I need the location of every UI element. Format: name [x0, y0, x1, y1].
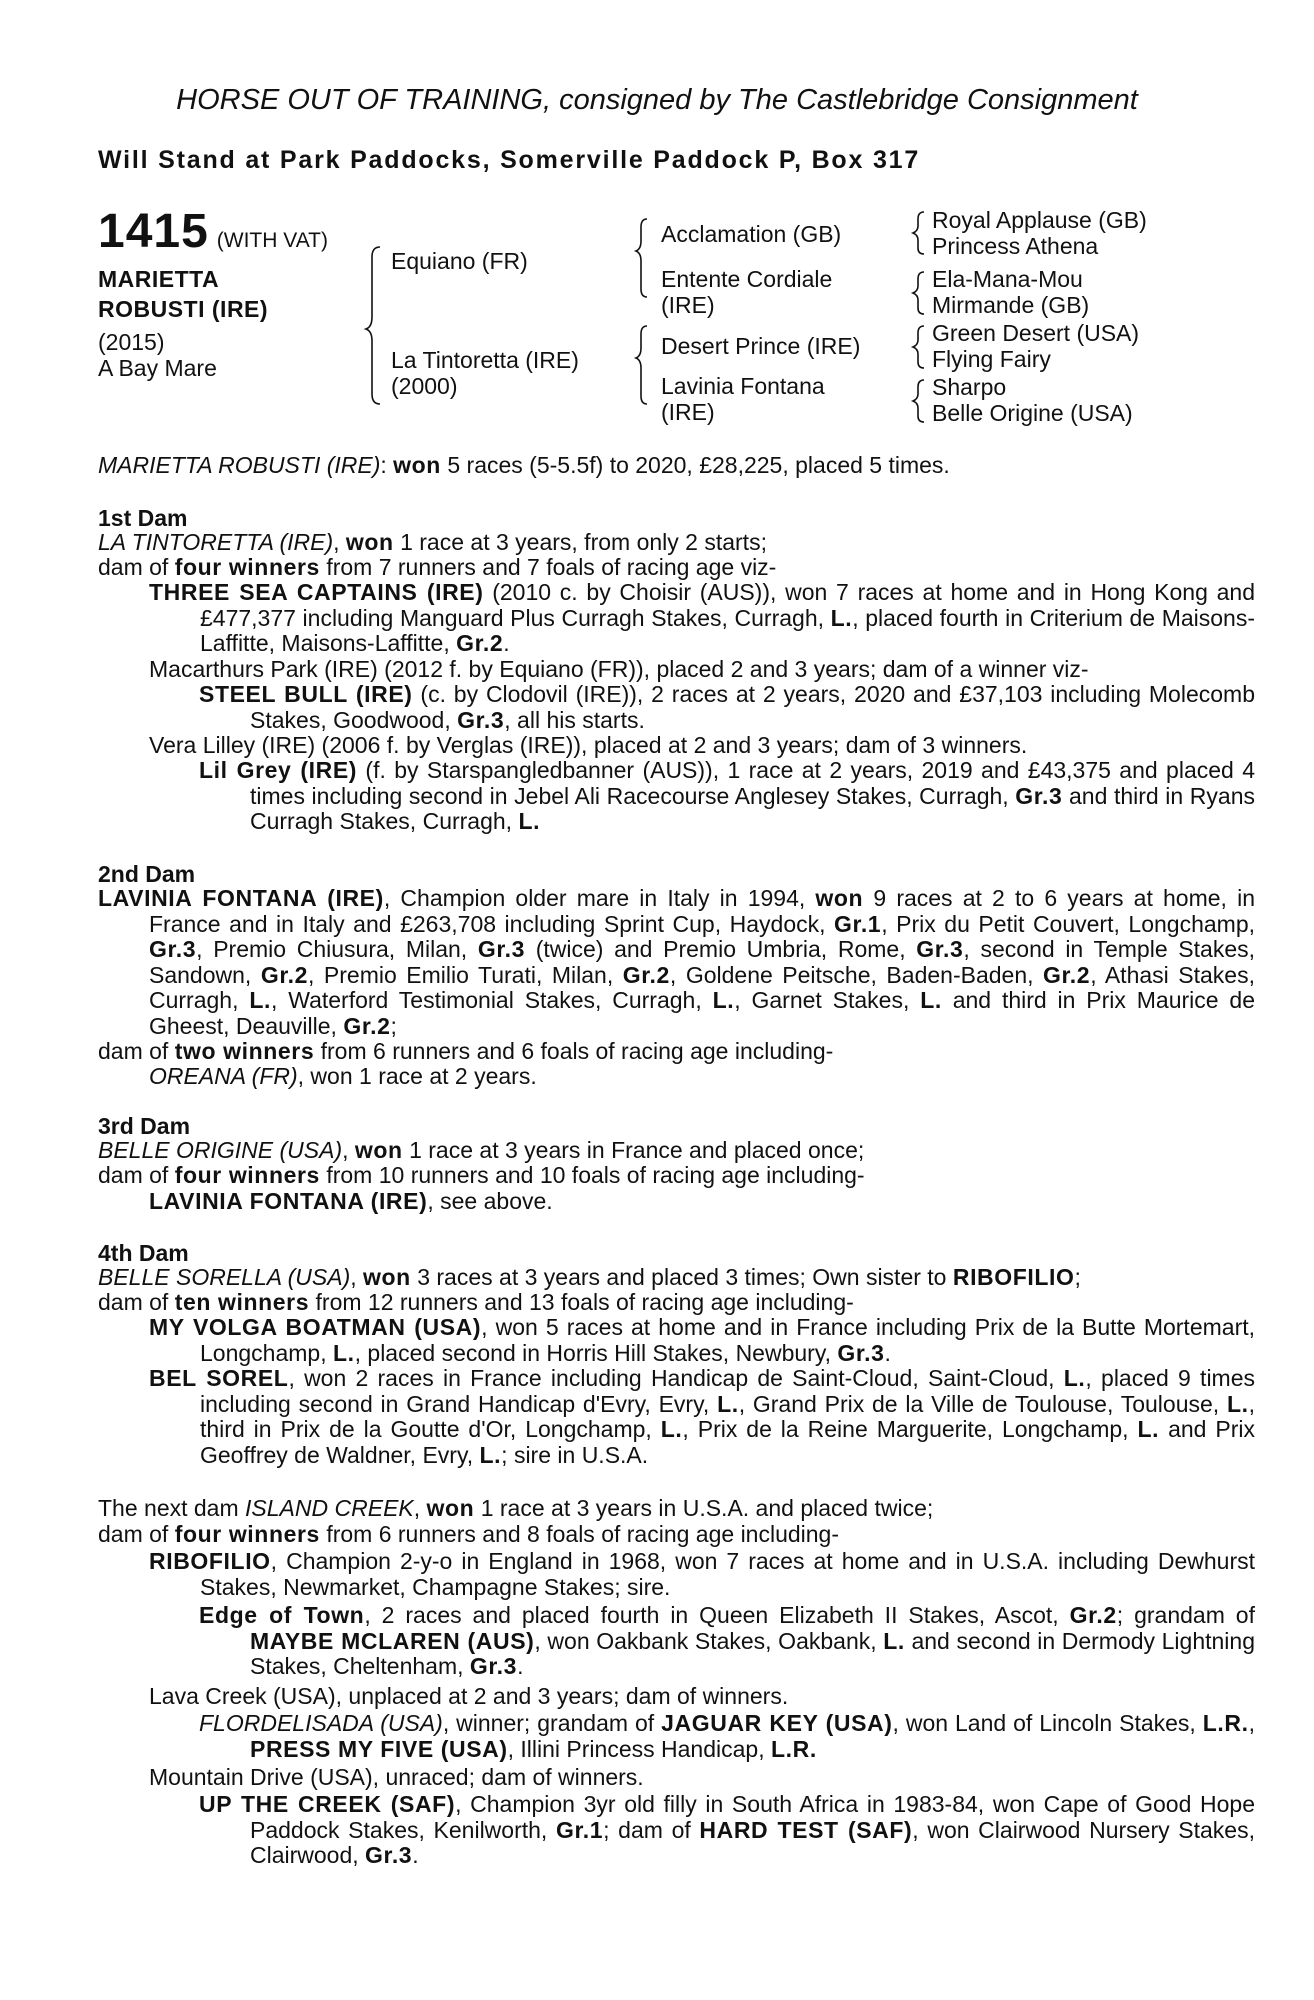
fourth-dam-heading: 4th Dam	[98, 1240, 189, 1266]
offspring-name: Edge of Town	[199, 1602, 365, 1628]
record-text: ;	[1074, 1264, 1081, 1290]
first-dam-name: LA TINTORETTA (IRE)	[98, 529, 334, 555]
next-dam-grand-offspring-2	[199, 1711, 1255, 1762]
sire: Equiano (FR)	[391, 248, 528, 274]
record-text: ,	[413, 1495, 427, 1521]
dss: Green Desert (USA)	[932, 320, 1140, 346]
listed-mark: L.	[712, 987, 735, 1013]
offspring-text: , won 1 race at 2 years.	[297, 1063, 537, 1089]
produce-count: ten winners	[174, 1289, 310, 1315]
lot-number: 1415	[98, 205, 209, 258]
sire-dam-country: (IRE)	[661, 292, 715, 318]
brace-4a	[913, 212, 924, 254]
produce-prefix: dam of	[98, 1162, 175, 1188]
record-text: , Premio Chiusura, Milan,	[196, 936, 478, 962]
fourth-dam-offspring-2	[149, 1366, 1255, 1468]
second-dam-produce	[98, 1039, 1204, 1065]
dam-year: (2000)	[391, 373, 458, 399]
produce-suffix: from 7 runners and 7 foals of racing age viz-	[319, 554, 777, 580]
ssd: Princess Athena	[932, 233, 1099, 259]
summary-name: MARIETTA ROBUSTI (IRE)	[98, 452, 381, 478]
produce-suffix: from 12 runners and 13 foals of racing age including-	[309, 1289, 854, 1315]
offspring-text: and third in Ryans Curragh Stakes, Curragh,	[250, 782, 1255, 834]
fourth-dam-offspring-1	[149, 1315, 1255, 1366]
brace-4b	[913, 272, 924, 314]
offspring-text: , won Clairwood Nursery Stakes, Clairwood,	[250, 1816, 1255, 1868]
third-dam-produce	[98, 1163, 1204, 1189]
second-dam-name: LAVINIA FONTANA (IRE)	[98, 885, 384, 911]
produce-prefix: dam of	[98, 1289, 175, 1315]
listed-mark: L.	[830, 604, 853, 631]
offspring-text: , won Land of Lincoln Stakes,	[892, 1710, 1203, 1736]
offspring-text: , see above.	[427, 1188, 553, 1214]
listed-mark: L.	[249, 987, 271, 1013]
sds: Ela-Mana-Mou	[932, 266, 1083, 292]
group-mark: Gr.3	[457, 706, 505, 733]
offspring-text: ; grandam of	[1116, 1602, 1255, 1628]
offspring-text: (f. by Starspangledbanner (AUS)), 1 race at 2 years, 2019 and £43,375 and placed 4 times including second in Jebel Ali Racecourse Anglesey Stakes, Curragh,	[250, 757, 1255, 809]
group-mark: Gr.3	[916, 936, 964, 962]
offspring-text: , placed 9 times including second in Grand Handicap d'Evry, Evry,	[200, 1365, 1256, 1417]
produce-suffix: from 6 runners and 6 foals of racing age including-	[314, 1038, 834, 1064]
summary-record: 5 races (5-5.5f) to 2020, £28,225, placed 5 times.	[440, 452, 950, 478]
first-dam-grand-offspring-1	[199, 682, 1255, 733]
group-mark: Gr.2	[1043, 961, 1091, 988]
listed-mark: L.	[332, 1339, 355, 1366]
sdd: Mirmande (GB)	[932, 292, 1090, 318]
won-mark: won	[426, 1495, 475, 1521]
record-text: , Goldene Peitsche, Baden-Baden,	[669, 961, 1044, 988]
third-dam-record: BELLE ORIGINE (USA), won 1 race at 3 years in France and placed once;	[98, 1137, 865, 1163]
listed-mark: L.	[479, 1441, 502, 1468]
offspring-name: MY VOLGA BOATMAN (USA)	[149, 1314, 482, 1340]
group-mark: Gr.3	[469, 1653, 518, 1679]
offspring-text: ; dam of	[603, 1816, 700, 1843]
produce-prefix: dam of	[98, 1038, 175, 1064]
next-dam-name: ISLAND CREEK	[245, 1495, 414, 1521]
sire-sire: Acclamation (GB)	[661, 221, 842, 247]
listed-mark: L.	[717, 1390, 739, 1417]
first-dam-produce	[98, 555, 1204, 581]
next-dam-offspring-2: Lava Creek (USA), unplaced at 2 and 3 years; dam of winners.	[149, 1683, 789, 1709]
third-dam-heading: 3rd Dam	[98, 1113, 191, 1139]
record-text: 1 race at 3 years in U.S.A. and placed twice;	[474, 1495, 934, 1521]
produce-count: four winners	[174, 554, 320, 580]
horse-year: (2015)	[98, 329, 165, 355]
second-dam-record	[98, 886, 1255, 1039]
offspring-text: , Illini Princess Handicap,	[507, 1735, 771, 1762]
offspring-text: ,	[1248, 1710, 1255, 1736]
record-text: 9 races at 2 to 6 years at home, in France and in Italy and £263,708 including Sprint Cup, Haydock,	[149, 885, 1255, 937]
dam-sire: Desert Prince (IRE)	[661, 333, 861, 359]
offspring-text: , winner; grandam of	[442, 1710, 662, 1736]
offspring-name: FLORDELISADA (USA)	[199, 1710, 443, 1736]
offspring-text: , placed fourth in Criterium de Maisons-Laffitte, Maisons-Laffitte,	[200, 604, 1256, 656]
dsd: Flying Fairy	[932, 346, 1051, 372]
offspring-text: , Champion 3yr old filly in South Africa in 1983-84, won Cape of Good Hope Paddock Stakes, Kenilworth,	[250, 1791, 1255, 1843]
record-text: , Garnet Stakes,	[734, 987, 921, 1013]
grand-offspring-name: PRESS MY FIVE (USA)	[250, 1735, 508, 1762]
record-text: , Prix du Petit Couvert, Longchamp,	[881, 910, 1256, 937]
offspring-text: .	[517, 1653, 524, 1679]
produce-suffix: from 10 runners and 10 foals of racing age including-	[319, 1162, 865, 1188]
first-dam-record: LA TINTORETTA (IRE), won 1 race at 3 years, from only 2 starts;	[98, 529, 767, 555]
listed-mark: L.	[660, 1416, 683, 1442]
sire-dam-brace	[366, 247, 380, 404]
won-mark: won	[354, 1137, 403, 1163]
offspring-name: THREE SEA CAPTAINS (IRE)	[149, 579, 484, 605]
dds: Sharpo	[932, 374, 1007, 400]
next-dam-grand-offspring-1	[199, 1603, 1255, 1680]
group-mark: Gr.1	[555, 1816, 604, 1843]
produce-count: four winners	[174, 1162, 320, 1188]
group-mark: Gr.3	[477, 936, 526, 962]
offspring-text: , third in Prix de la Goutte d'Or, Longchamp,	[200, 1390, 1255, 1442]
listed-mark: L.	[1226, 1390, 1249, 1417]
offspring-text: (2010 c. by Choisir (AUS)), won 7 races at home and in Hong Kong and £477,377 including Manguard Plus Curragh Stakes, Curragh,	[200, 579, 1255, 631]
produce-count: four winners	[174, 1521, 320, 1547]
fourth-dam-name: BELLE SORELLA (USA)	[98, 1264, 351, 1290]
group-mark: Gr.2	[622, 961, 670, 988]
offspring-text: , Champion 2-y-o in England in 1968, won 7 races at home and in U.S.A. including Dewhurst Stakes, Newmarket, Champagne Stakes; sire.	[200, 1548, 1255, 1600]
stand-location: Will Stand at Park Paddocks, Somerville Paddock P, Box 317	[98, 146, 921, 174]
next-dam-offspring-1	[149, 1549, 1255, 1600]
record-text: , Premio Emilio Turati, Milan,	[307, 961, 623, 988]
offspring-name: LAVINIA FONTANA (IRE)	[149, 1188, 428, 1214]
next-dam-record	[98, 1496, 1204, 1522]
group-mark: Gr.3	[149, 936, 197, 962]
third-dam-offspring-1	[149, 1189, 1204, 1215]
offspring-text: .	[884, 1339, 891, 1366]
won-mark: won	[815, 885, 864, 911]
summary-won: won	[393, 452, 441, 478]
record-text: 1 race at 3 years in France and placed once;	[402, 1137, 865, 1163]
fourth-dam-record: BELLE SORELLA (USA), won 3 races at 3 years and placed 3 times; Own sister to RIBOFILIO;	[98, 1264, 1081, 1290]
offspring-name: OREANA (FR)	[149, 1063, 298, 1089]
brace-4c	[913, 326, 924, 368]
horse-name-line1: MARIETTA	[98, 266, 220, 292]
offspring-name: BEL SOREL	[149, 1365, 289, 1391]
group-mark: Gr.2	[456, 630, 504, 656]
offspring-text: , won Oakbank Stakes, Oakbank,	[534, 1627, 884, 1654]
record-text: 3 races at 3 years and placed 3 times; Own sister to	[410, 1264, 953, 1290]
offspring-name: STEEL BULL (IRE)	[199, 681, 413, 707]
group-mark: Gr.3	[365, 1842, 413, 1868]
horse-description: A Bay Mare	[98, 355, 217, 381]
sss: Royal Applause (GB)	[932, 207, 1147, 233]
group-mark: Gr.1	[834, 910, 882, 937]
second-dam-offspring-1	[149, 1064, 1204, 1090]
next-dam-offspring-3: Mountain Drive (USA), unraced; dam of winners.	[149, 1764, 644, 1790]
offspring-text: (c. by Clodovil (IRE)), 2 races at 2 years, 2020 and £37,103 including Molecomb Stakes, Goodwood,	[250, 681, 1255, 733]
first-dam-grand-offspring-2	[199, 758, 1255, 835]
first-dam-won: won	[345, 529, 394, 555]
record-text: , Champion older mare in Italy in 1994,	[383, 885, 816, 911]
offspring-text: .	[503, 630, 510, 656]
offspring-text: , Grand Prix de la Ville de Toulouse, Toulouse,	[738, 1390, 1227, 1417]
dam-dam-country: (IRE)	[661, 399, 715, 425]
first-dam-offspring-2: Macarthurs Park (IRE) (2012 f. by Equiano (FR)), placed 2 and 3 years; dam of a winner viz-	[149, 656, 1089, 682]
consignment-header: HORSE OUT OF TRAINING, consigned by The Castlebridge Consignment	[176, 84, 1138, 116]
record-text: and third in Prix Maurice de Gheest, Deauville,	[149, 987, 1256, 1039]
race-summary: MARIETTA ROBUSTI (IRE): won 5 races (5-5.5f) to 2020, £28,225, placed 5 times.	[98, 452, 950, 478]
record-text: (twice) and Premio Umbria, Rome,	[525, 936, 917, 962]
offspring-text: ; sire in U.S.A.	[501, 1441, 649, 1468]
produce-prefix: dam of	[98, 1521, 175, 1547]
offspring-name: RIBOFILIO	[149, 1548, 271, 1574]
grand-offspring-name: JAGUAR KEY (USA)	[661, 1710, 893, 1736]
offspring-text: , 2 races and placed fourth in Queen Elizabeth II Stakes, Ascot,	[364, 1602, 1070, 1628]
offspring-text: , Prix de la Reine Marguerite, Longchamp,	[682, 1416, 1138, 1442]
first-dam-offspring-3: Vera Lilley (IRE) (2006 f. by Verglas (IRE)), placed at 2 and 3 years; dam of 3 winners.	[149, 732, 1028, 758]
sire-line-brace	[636, 219, 647, 297]
offspring-name: Lil Grey (IRE)	[199, 757, 358, 783]
first-dam-offspring-1	[149, 580, 1255, 657]
group-mark: Gr.2	[1069, 1602, 1117, 1628]
offspring-text: and Prix Geoffrey de Waldner, Evry,	[200, 1416, 1256, 1468]
produce-suffix: from 6 runners and 8 foals of racing age including-	[319, 1521, 840, 1547]
horse-name-line2: ROBUSTI (IRE)	[98, 296, 269, 322]
record-text: , second in Temple Stakes, Sandown,	[149, 936, 1255, 988]
sire-dam: Entente Cordiale	[661, 266, 833, 292]
second-dam-heading: 2nd Dam	[98, 861, 196, 887]
listed-mark: L.	[518, 808, 541, 834]
listed-mark: L.R.	[770, 1735, 817, 1762]
brace-4d	[913, 380, 924, 422]
won-mark: won	[363, 1264, 411, 1290]
grand-offspring-name: MAYBE MCLAREN (AUS)	[250, 1627, 535, 1654]
listed-mark: L.R.	[1202, 1710, 1249, 1736]
record-text: The next dam	[98, 1495, 246, 1521]
produce-count: two winners	[174, 1038, 315, 1064]
third-dam-name: BELLE ORIGINE (USA)	[98, 1137, 343, 1163]
group-mark: Gr.2	[260, 961, 308, 988]
record-text: , Waterford Testimonial Stakes, Curragh,	[270, 987, 713, 1013]
ddd: Belle Origine (USA)	[932, 400, 1133, 426]
group-mark: Gr.3	[837, 1339, 885, 1366]
group-mark: Gr.3	[1015, 782, 1063, 809]
dam-line-brace	[636, 326, 647, 404]
offspring-text: , won 5 races at home and in France including Prix de la Butte Mortemart, Longchamp,	[200, 1314, 1256, 1366]
record-text: ;	[390, 1012, 397, 1039]
offspring-text: , won 2 races in France including Handicap de Saint-Cloud, Saint-Cloud,	[288, 1365, 1064, 1391]
listed-mark: L.	[1063, 1365, 1086, 1391]
first-dam-heading: 1st Dam	[98, 505, 188, 531]
next-dam-grand-offspring-3	[199, 1792, 1255, 1869]
record-text: , Athasi Stakes, Curragh,	[149, 961, 1255, 1013]
first-dam-record-text: 1 race at 3 years, from only 2 starts;	[393, 529, 767, 555]
offspring-text: , all his starts.	[504, 706, 645, 733]
listed-mark: L.	[883, 1627, 905, 1654]
listed-mark: L.	[1137, 1416, 1160, 1442]
dam-dam: Lavinia Fontana	[661, 373, 825, 399]
produce-prefix: dam of	[98, 554, 175, 580]
offspring-text: and second in Dermody Lightning Stakes, Cheltenham,	[250, 1627, 1255, 1679]
fourth-dam-produce	[98, 1290, 1204, 1316]
listed-mark: L.	[920, 987, 942, 1013]
next-dam-produce	[98, 1522, 1204, 1548]
group-mark: Gr.2	[343, 1012, 391, 1039]
offspring-name: UP THE CREEK (SAF)	[199, 1791, 456, 1817]
grand-offspring-name: HARD TEST (SAF)	[699, 1816, 913, 1843]
offspring-text: .	[412, 1842, 419, 1868]
dam: La Tintoretta (IRE)	[391, 347, 579, 373]
sister-name: RIBOFILIO	[952, 1264, 1075, 1290]
offspring-text: , placed second in Horris Hill Stakes, Newbury,	[354, 1339, 838, 1366]
vat-label: (WITH VAT)	[216, 229, 328, 252]
